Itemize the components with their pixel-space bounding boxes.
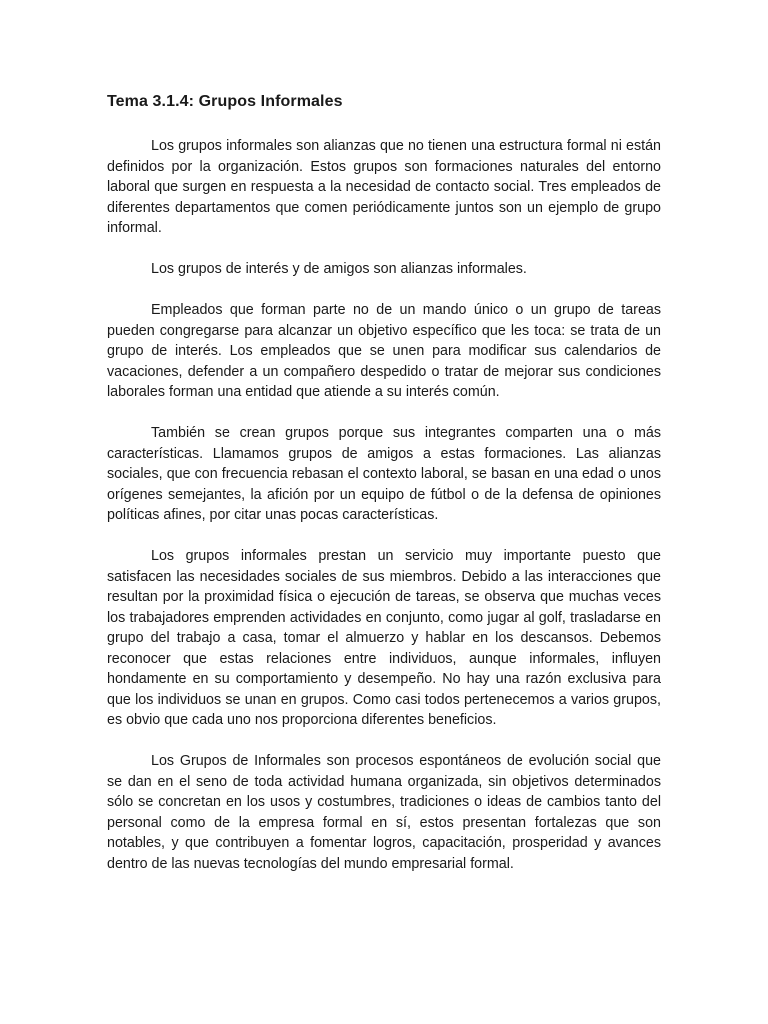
paragraph-2: Los grupos de interés y de amigos son alianzas informales. bbox=[151, 261, 527, 277]
paragraph-3: Empleados que forman parte no de un mando único o un grupo de tareas pueden congregarse para alcanzar un objetivo específico que les toca: se trata de un grupo de interés. Los empleados que se unen para modificar sus calendarios de vacaciones, defender a un compañero despedido o tratar de mejorar sus condiciones laborales forman una entidad que atiende a su interés común. bbox=[107, 302, 661, 400]
paragraph-1: Los grupos informales son alianzas que no tienen una estructura formal ni están definidos por la organización. Estos grupos son formaciones naturales del entorno laboral que surgen en respuesta a la necesidad de contacto social. Tres empleados de diferentes departamentos que comen periódicamente juntos son un ejemplo de grupo informal. bbox=[107, 138, 661, 236]
document-body bbox=[107, 90, 661, 895]
paragraph-6: Los Grupos de Informales son procesos espontáneos de evolución social que se dan en el seno de toda actividad humana organizada, sin objetivos determinados sólo se concretan en los usos y costumbres, tradiciones o ideas de cambios tanto del personal como de la empresa formal en sí, estos presentan fortalezas que son notables, y que contribuyen a fomentar logros, capacitación, prosperidad y avances dentro de las nuevas tecnologías del mundo empresarial formal. bbox=[107, 753, 661, 872]
document-title: Tema 3.1.4: Grupos Informales bbox=[107, 93, 343, 110]
paragraph-4: También se crean grupos porque sus integrantes comparten una o más características. Llamamos grupos de amigos a estas formaciones. Las alianzas sociales, que con frecuencia rebasan el contexto laboral, se basan en una edad o unos orígenes semejantes, la afición por un equipo de fútbol o de la defensa de opiniones políticas afines, por citar unas pocas características. bbox=[107, 425, 661, 523]
paragraph-5: Los grupos informales prestan un servicio muy importante puesto que satisfacen las necesidades sociales de sus miembros. Debido a las interacciones que resultan por la proximidad física o ejecución de tareas, se observa que muchas veces los trabajadores emprenden actividades en conjunto, como jugar al golf, trasladarse en grupo del trabajo a casa, tomar el almuerzo y hablar en los descansos. Debemos reconocer que estas relaciones entre individuos, aunque informales, influyen hondamente en su comportamiento y desempeño. No hay una razón exclusiva para que los individuos se unan en grupos. Como casi todos pertenecemos a varios grupos, es obvio que cada uno nos proporciona diferentes beneficios. bbox=[107, 548, 661, 728]
